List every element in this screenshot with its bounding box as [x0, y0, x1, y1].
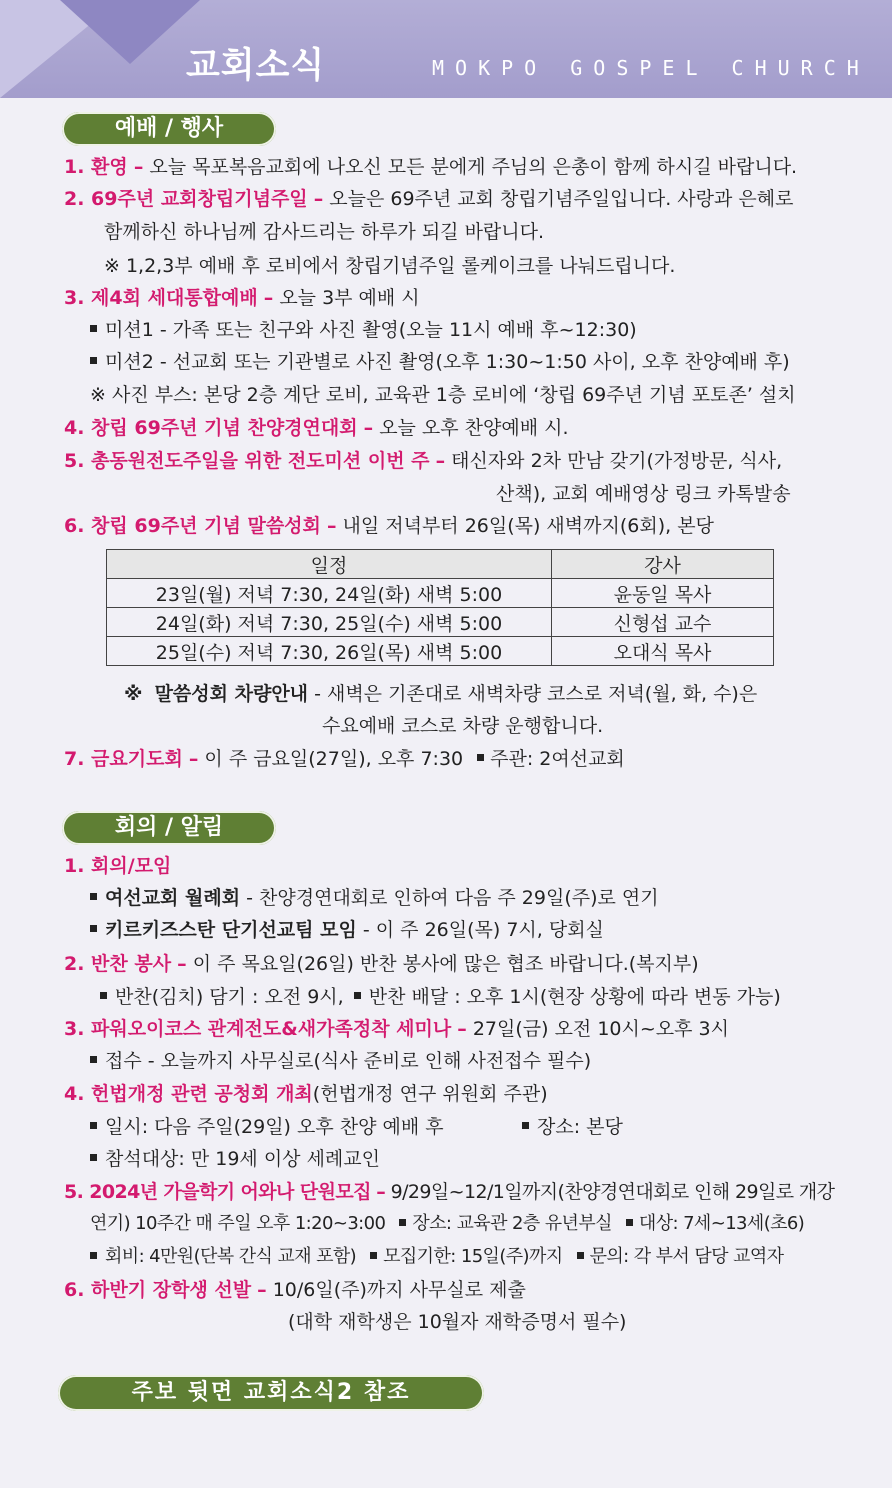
- worship-item-2: 2. 69주년 교회창립기념주일 – 오늘은 69주년 교회 창립기념주일입니다. 사랑과 은혜로: [64, 188, 794, 210]
- worship-item-5: 5. 총동원전도주일을 위한 전도미션 이번 주 – 태신자와 2차 만남 갖기(가정방문, 식사,: [64, 450, 783, 472]
- bullet-icon: [399, 1219, 406, 1226]
- bullet-icon: [370, 1252, 377, 1259]
- table-row: [107, 608, 774, 637]
- notice-item-6-cont: (대학 재학생은 10월자 재학증명서 필수): [288, 1311, 627, 1333]
- table-row: [107, 637, 774, 666]
- bullet-icon: [90, 325, 97, 332]
- notice-item-2: 2. 반찬 봉사 – 이 주 목요일(26일) 반찬 봉사에 많은 협조 바랍니다.(복지부): [64, 953, 699, 975]
- worship-item-6: 6. 창립 69주년 기념 말씀성회 – 내일 저녁부터 26일(목) 새벽까지(6회), 본당: [64, 515, 714, 537]
- bullet-icon: [90, 893, 97, 900]
- bullet-icon: [90, 1122, 97, 1129]
- notice-item-4: 4. 헌법개정 관련 공청회 개최(헌법개정 연구 위원회 주관): [64, 1083, 548, 1105]
- table-header-row: [107, 550, 774, 579]
- bullet-icon: [90, 357, 97, 364]
- table-header-schedule: 일정: [107, 550, 552, 579]
- vehicle-notice-cont: 수요예배 코스로 차량 운행합니다.: [322, 715, 604, 737]
- header-decoration-triangle: [60, 0, 200, 64]
- worship-item-1: 1. 환영 – 오늘 목포복음교회에 나오신 모든 분에게 주님의 은총이 함께 하시길 바랍니다.: [64, 156, 798, 178]
- table-header-speaker: 강사: [552, 550, 774, 579]
- notice-item-1: 1. 회의/모임: [64, 855, 172, 877]
- worship-item-2-cont: 함께하신 하나님께 감사드리는 하루가 되길 바랍니다.: [104, 221, 545, 243]
- table-cell-speaker: 오대식 목사: [552, 637, 774, 666]
- worship-item-2-note: ※ 1,2,3부 예배 후 로비에서 창립기념주일 롤케이크를 나눠드립니다.: [104, 255, 676, 277]
- notice-item-1-bullet-1: 여선교회 월례회 - 찬양경연대회로 인하여 다음 주 29일(주)로 연기: [90, 886, 659, 910]
- bullet-icon: [90, 1154, 97, 1161]
- table-cell-speaker: 신형섭 교수: [552, 608, 774, 637]
- worship-item-3-bullet-1: 미션1 - 가족 또는 친구와 사진 촬영(오늘 11시 예배 후~12:30): [90, 318, 637, 342]
- notice-item-4-bullet-3: 참석대상: 만 19세 이상 세례교인: [90, 1147, 380, 1171]
- table-cell-schedule: 23일(월) 저녁 7:30, 24일(화) 새벽 5:00: [107, 579, 552, 608]
- notice-item-5-line-3: 회비: 4만원(단복 간식 교재 포함) 모집기한: 15일(주)까지 문의: 각 부서 담당 교역자: [90, 1245, 783, 1269]
- bullet-icon: [90, 1056, 97, 1063]
- bullet-icon: [477, 754, 484, 761]
- table-row: [107, 579, 774, 608]
- section-worship-pill: 예배 / 행사: [62, 112, 276, 146]
- header-banner: [0, 0, 892, 98]
- notice-item-5: 5. 2024년 가을학기 어와나 단원모집 – 9/29일~12/1일까지(찬양경연대회로 인해 29일로 개강: [64, 1181, 835, 1203]
- notice-item-3: 3. 파워오이코스 관계전도&새가족정착 세미나 – 27일(금) 오전 10시~오후 3시: [64, 1018, 729, 1040]
- bullet-icon: [90, 925, 97, 932]
- bullet-icon: [522, 1122, 529, 1129]
- worship-item-3-bullet-2: 미션2 - 선교회 또는 기관별로 사진 촬영(오후 1:30~1:50 사이, 오후 찬양예배 후): [90, 350, 790, 374]
- notice-item-2-bullets: 반찬(김치) 담기 : 오전 9시, 반찬 배달 : 오후 1시(현장 상황에 따라 변동 가능): [100, 985, 781, 1009]
- worship-item-3: 3. 제4회 세대통합예배 – 오늘 3부 예배 시: [64, 287, 420, 309]
- notice-item-3-bullet: 접수 - 오늘까지 사무실로(식사 준비로 인해 사전접수 필수): [90, 1049, 591, 1073]
- notice-item-4-bullet-2: 장소: 본당: [522, 1115, 623, 1139]
- worship-item-5-cont: 산책), 교회 예배영상 링크 카톡발송: [496, 483, 791, 505]
- worship-item-7: 7. 금요기도회 – 이 주 금요일(27일), 오후 7:30 주관: 2여선교회: [64, 748, 625, 770]
- bullet-icon: [577, 1252, 584, 1259]
- table-cell-schedule: 24일(화) 저녁 7:30, 25일(수) 새벽 5:00: [107, 608, 552, 637]
- notice-item-4-bullet-1: 일시: 다음 주일(29일) 오후 찬양 예배 후: [90, 1115, 444, 1139]
- bullet-icon: [100, 992, 107, 999]
- worship-item-4: 4. 창립 69주년 기념 찬양경연대회 – 오늘 오후 찬양예배 시.: [64, 417, 569, 439]
- schedule-table: [106, 549, 774, 666]
- table-cell-speaker: 윤동일 목사: [552, 579, 774, 608]
- bullet-icon: [354, 992, 361, 999]
- notice-item-6: 6. 하반기 장학생 선발 – 10/6일(주)까지 사무실로 제출: [64, 1279, 526, 1301]
- table-cell-schedule: 25일(수) 저녁 7:30, 26일(목) 새벽 5:00: [107, 637, 552, 666]
- footer-reference-pill: 주보 뒷면 교회소식2 참조: [58, 1375, 484, 1411]
- church-name: MOKPO GOSPEL CHURCH: [432, 56, 870, 80]
- notice-item-5-line-2: 연기) 10주간 매 주일 오후 1:20~3:00 장소: 교육관 2층 유년부실 대상: 7세~13세(초6): [90, 1213, 805, 1234]
- page-title: 교회소식: [186, 46, 326, 86]
- notice-item-1-bullet-2: 키르키즈스탄 단기선교팀 모임 - 이 주 26일(목) 7시, 당회실: [90, 918, 604, 942]
- vehicle-notice: ※ 말씀성회 차량안내 - 새벽은 기존대로 새벽차량 코스로 저녁(월, 화, 수)은: [124, 683, 758, 705]
- bullet-icon: [626, 1219, 633, 1226]
- section-notices-pill: 회의 / 알림: [62, 811, 276, 845]
- worship-item-3-note: ※ 사진 부스: 본당 2층 계단 로비, 교육관 1층 로비에 ‘창립 69주년 기념 포토존’ 설치: [90, 384, 796, 406]
- bullet-icon: [90, 1252, 97, 1259]
